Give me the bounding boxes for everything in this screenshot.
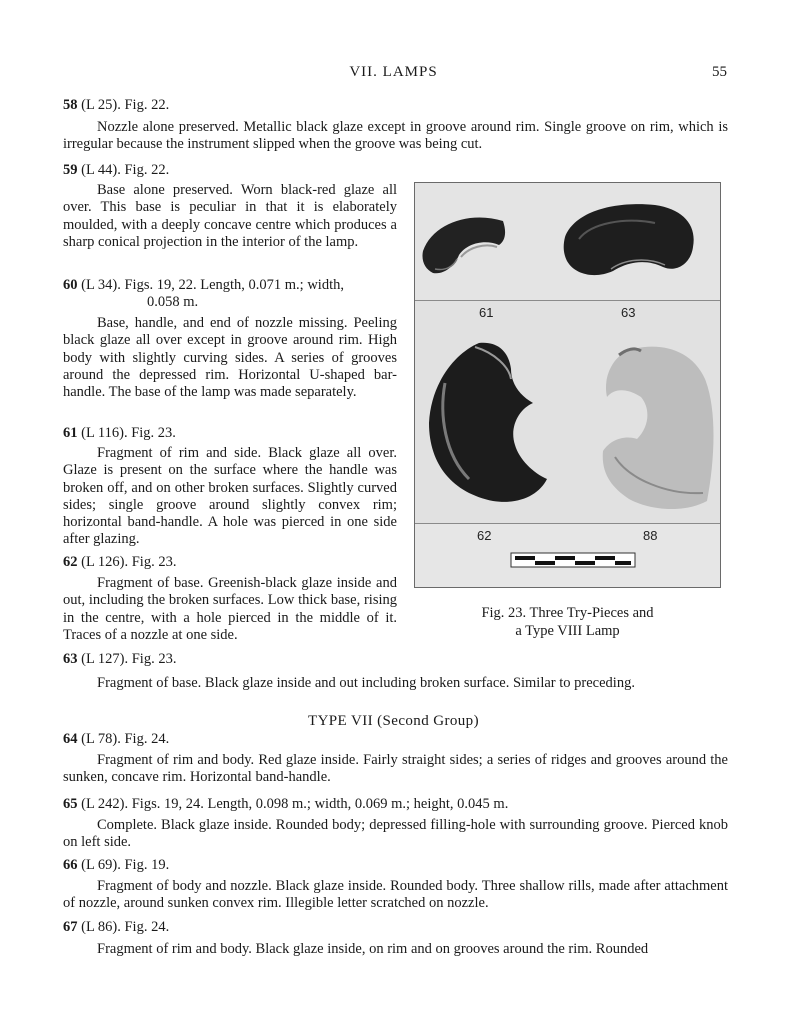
entry-67-body: Fragment of rim and body. Black glaze inside, on rim and on grooves around the rim. Rounded bbox=[97, 941, 649, 957]
entry-60-body: Base, handle, and end of nozzle missing. Peeling black glaze all over except in groove around rim. High body with slightly curving sides. A series of grooves around the depressed rim. Horizontal U-shaped bar-handle. The base of the lamp was made separately. bbox=[63, 315, 397, 401]
entry-59-heading bbox=[63, 161, 169, 179]
entry-reference: (L 69). Fig. 19. bbox=[81, 857, 170, 873]
plate-label-63: 63 bbox=[621, 305, 636, 320]
entry-number: 58 bbox=[63, 97, 78, 113]
entry-64-heading bbox=[63, 730, 169, 748]
entry-reference: (L 242). Figs. 19, 24. Length, 0.098 m.; width, 0.069 m.; height, 0.045 m. bbox=[81, 796, 509, 812]
fragment-62-image bbox=[429, 343, 547, 502]
entry-65-heading bbox=[63, 795, 508, 813]
entry-reference: (L 78). Fig. 24. bbox=[81, 731, 170, 747]
entry-58-body: Nozzle alone preserved. Metallic black glaze except in groove around rim. Single groove on rim, which is irregular because the instrument slipped when the groove was being cut. bbox=[63, 119, 728, 153]
entry-67-heading bbox=[63, 918, 169, 936]
caption-line-1: Fig. 23. Three Try-Pieces and bbox=[481, 605, 654, 621]
plate-label-88: 88 bbox=[643, 528, 658, 543]
entry-reference: (L 44). Fig. 22. bbox=[81, 162, 170, 178]
entry-number: 65 bbox=[63, 796, 78, 812]
figure-plate bbox=[414, 182, 721, 588]
entry-62-body: Fragment of base. Greenish-black glaze inside and out, including the broken surfaces. Low thick base, rising in the centre, with a hole pierced in the middle of it. Traces of a nozzle at one side. bbox=[63, 575, 397, 643]
lamp-fragments-photo bbox=[415, 183, 720, 587]
entry-59-body: Base alone preserved. Worn black-red glaze all over. This base is peculiar in that it is elaborately moulded, with a deeply concave centre which produces a sharp conical projection in the interior of the lamp. bbox=[63, 182, 397, 250]
entry-60-heading-cont: 0.058 m. bbox=[147, 294, 199, 310]
entry-reference: (L 127). Fig. 23. bbox=[81, 651, 177, 667]
entry-number: 61 bbox=[63, 425, 78, 441]
entry-number: 60 bbox=[63, 277, 78, 293]
scale-bar bbox=[511, 553, 635, 567]
entry-65-body: Complete. Black glaze inside. Rounded body; depressed filling-hole with surrounding groove. Pierced knob on left side. bbox=[63, 817, 728, 851]
entry-reference: (L 126). Fig. 23. bbox=[81, 554, 177, 570]
caption-line-2: a Type VIII Lamp bbox=[515, 623, 620, 639]
running-header-title: VII. LAMPS bbox=[349, 64, 438, 80]
section-heading: TYPE VII (Second Group) bbox=[308, 713, 479, 729]
figure-caption bbox=[440, 604, 695, 640]
entry-number: 64 bbox=[63, 731, 78, 747]
entry-60-heading bbox=[63, 276, 344, 294]
entry-62-heading bbox=[63, 553, 176, 571]
fragment-63-image bbox=[564, 204, 694, 275]
entry-number: 66 bbox=[63, 857, 78, 873]
entry-number: 67 bbox=[63, 919, 78, 935]
entry-58-heading bbox=[63, 96, 169, 114]
fragment-88-image bbox=[603, 347, 714, 509]
plate-label-61: 61 bbox=[479, 305, 494, 320]
entry-number: 63 bbox=[63, 651, 78, 667]
page-number: 55 bbox=[712, 64, 727, 80]
entry-61-body: Fragment of rim and side. Black glaze all over. Glaze is present on the surface where the handle was broken off, and on other broken surfaces. Slightly curved sides; single groove around slightly convex rim; horizontal band-handle. A hole was pierced in one side after glazing. bbox=[63, 445, 397, 548]
fragment-61-image bbox=[422, 218, 505, 274]
entry-61-heading bbox=[63, 424, 176, 442]
entry-63-body: Fragment of base. Black glaze inside and out including broken surface. Similar to preceding. bbox=[97, 675, 635, 691]
entry-reference: (L 116). Fig. 23. bbox=[81, 425, 176, 441]
entry-64-body: Fragment of rim and body. Red glaze inside. Fairly straight sides; a series of ridges and grooves around the sunken, concave rim. Horizontal band-handle. bbox=[63, 752, 728, 786]
entry-number: 62 bbox=[63, 554, 78, 570]
entry-66-body: Fragment of body and nozzle. Black glaze inside. Rounded body. Three shallow rills, made after attachment of nozzle, around sunken convex rim. Illegible letter scratched on nozzle. bbox=[63, 878, 728, 912]
entry-66-heading bbox=[63, 856, 169, 874]
entry-63-heading bbox=[63, 650, 176, 668]
entry-reference: (L 34). Figs. 19, 22. Length, 0.071 m.; width, bbox=[81, 277, 344, 293]
entry-reference: (L 25). Fig. 22. bbox=[81, 97, 170, 113]
entry-reference: (L 86). Fig. 24. bbox=[81, 919, 170, 935]
plate-label-62: 62 bbox=[477, 528, 492, 543]
entry-number: 59 bbox=[63, 162, 78, 178]
